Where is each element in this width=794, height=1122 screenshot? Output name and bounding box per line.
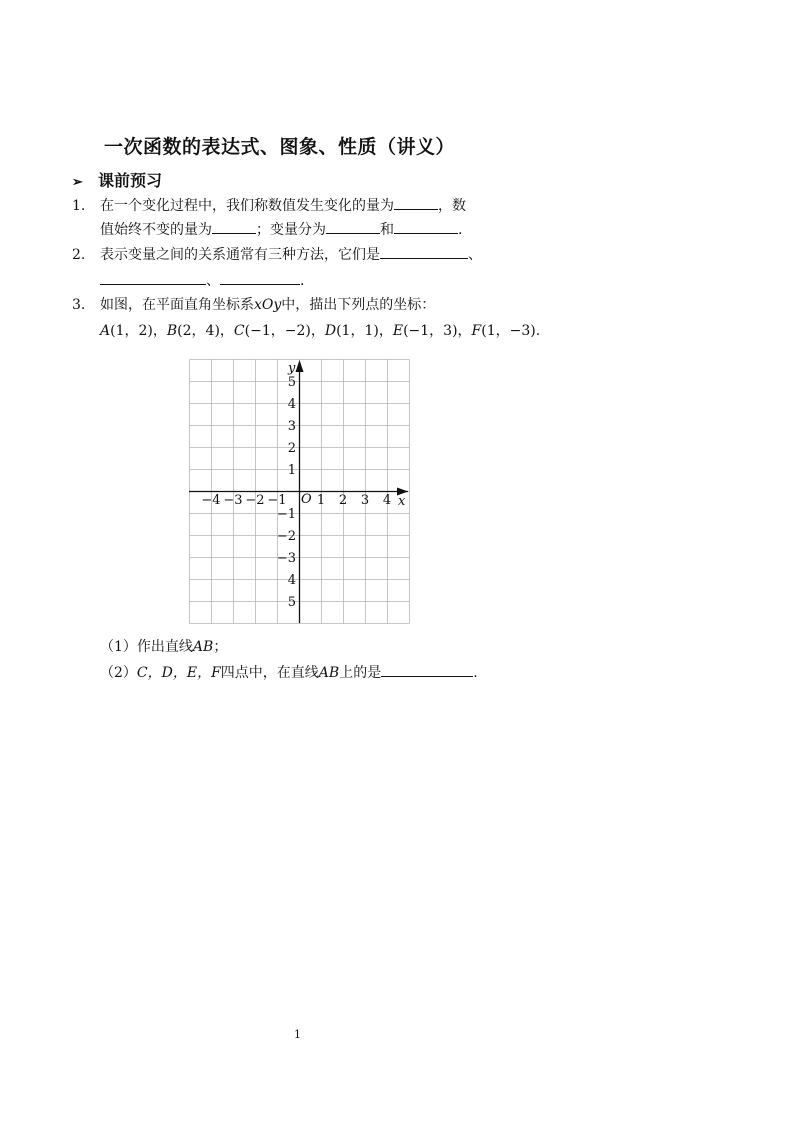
question-3-number: 3. [72, 297, 86, 313]
points-list: A(1，2)，B(2，4)，C(−1，−2)，D(1，1)，E(−1，3)，F(1，−3). [100, 323, 541, 339]
y-tick-label: 5 [287, 375, 296, 390]
page-title: 一次函数的表达式、图象、性质（讲义） [104, 136, 456, 158]
question-1-line-2: 值始终不变的量为 ；变量分为 和 . [100, 222, 463, 238]
answer-blank[interactable] [394, 221, 458, 234]
question-2-line-1: 表示变量之间的关系通常有三种方法，它们是 、 [100, 247, 482, 263]
answer-blank[interactable] [326, 221, 380, 234]
y-tick-label: 4 [287, 573, 296, 588]
question-1-number: 1. [72, 198, 86, 214]
tick-labels [201, 361, 406, 610]
x-tick-label: −1 [267, 493, 287, 508]
x-tick-label: 1 [316, 493, 326, 508]
axes [189, 360, 408, 623]
y-tick-label: 5 [287, 595, 296, 610]
coordinate-grid [189, 359, 411, 624]
answer-blank[interactable] [220, 272, 300, 285]
answer-blank[interactable] [381, 664, 473, 677]
section-heading [72, 168, 162, 191]
sub-question-1: （1）作出直线AB； [100, 639, 228, 655]
y-tick-label: 3 [287, 419, 296, 434]
y-tick-label: −2 [276, 529, 296, 544]
x-tick-label: 2 [338, 493, 348, 508]
section-label: 课前预习 [98, 171, 163, 190]
origin-label: O [301, 492, 312, 507]
question-1-line-1: 在一个变化过程中，我们称数值发生变化的量为 ，数 [100, 198, 466, 214]
y-tick-label: 4 [287, 397, 296, 412]
question-3-line-1: 如图，在平面直角坐标系xOy中，描出下列点的坐标： [100, 297, 436, 313]
y-tick-label: 2 [287, 441, 296, 456]
arrow-bullet-icon: ➢ [72, 175, 83, 190]
page-number: 1 [294, 1028, 301, 1041]
x-tick-label: −2 [245, 493, 265, 508]
answer-blank[interactable] [100, 272, 206, 285]
answer-blank[interactable] [380, 246, 468, 259]
y-tick-label: 1 [287, 463, 296, 478]
answer-blank[interactable] [394, 197, 438, 210]
x-tick-label: 3 [360, 493, 370, 508]
y-tick-label: −1 [276, 507, 296, 522]
x-tick-label: −4 [201, 493, 221, 508]
question-2-number: 2. [72, 247, 86, 263]
question-2-line-2: 、 . [100, 272, 304, 290]
y-tick-label: −3 [276, 551, 296, 566]
x-tick-label: −3 [223, 493, 243, 508]
y-axis-label: y [288, 361, 296, 376]
sub-question-2: （2）C，D，E，F四点中，在直线AB上的是 . [100, 665, 478, 681]
y-axis-arrow-icon [296, 360, 304, 372]
x-tick-label: 4 [382, 493, 392, 508]
x-axis-label: x [398, 494, 406, 509]
answer-blank[interactable] [212, 221, 256, 234]
